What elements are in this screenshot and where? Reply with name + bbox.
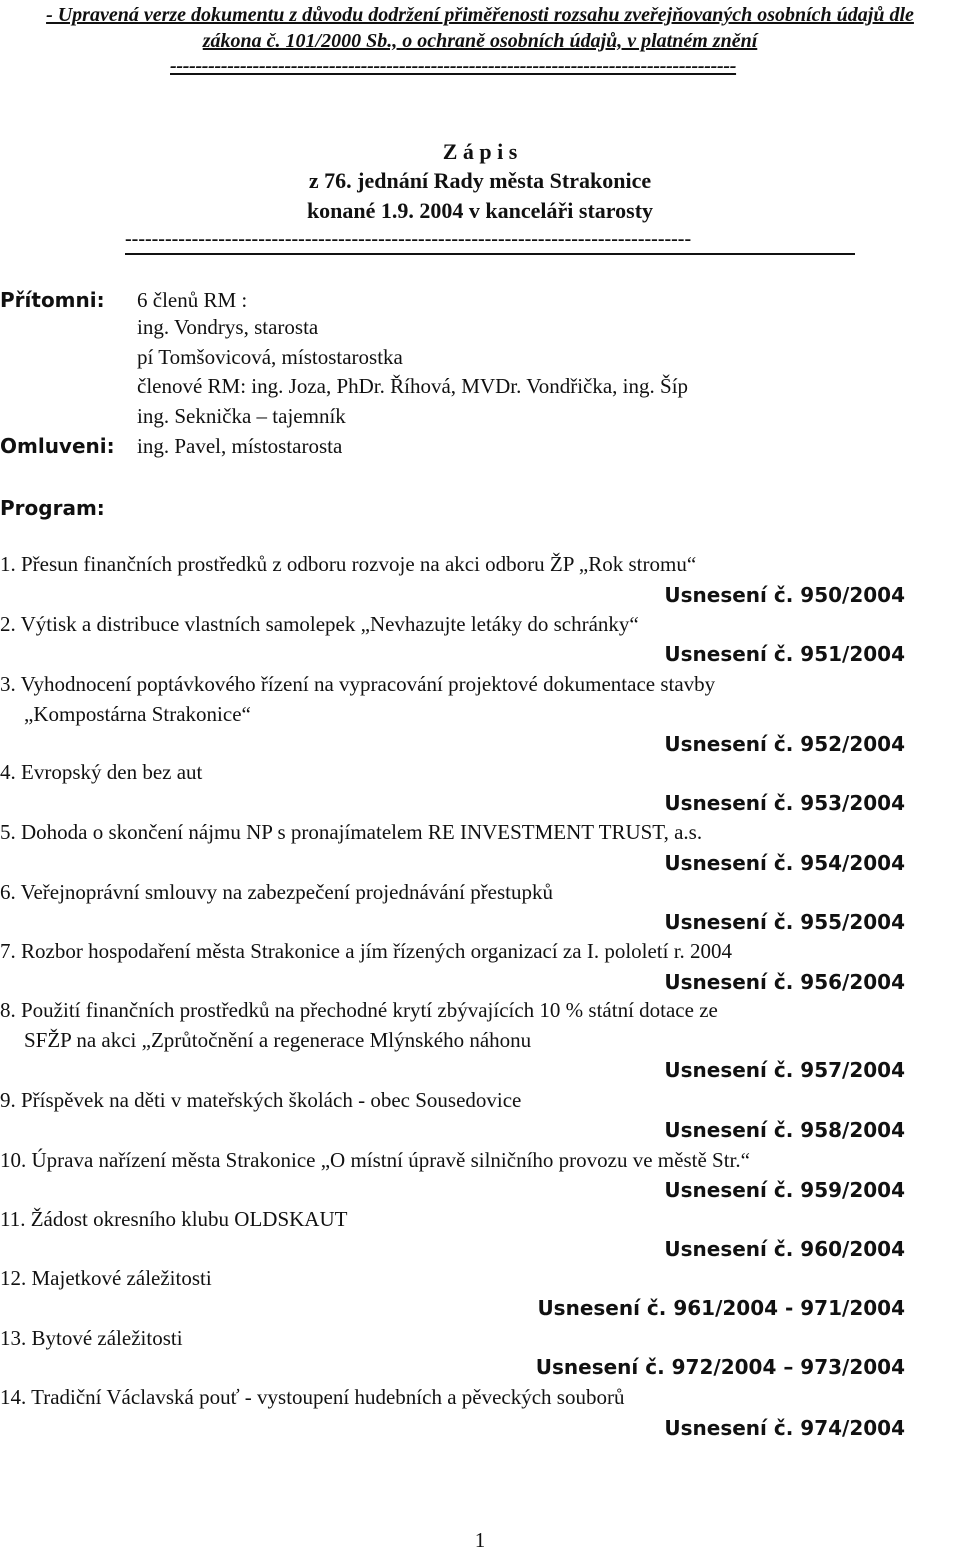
program-item: 9. Příspěvek na děti v mateřských školách - obec Sousedovice <box>0 1088 522 1112</box>
resolution-number: Usnesení č. 959/2004 <box>664 1178 905 1202</box>
program-item: 13. Bytové záležitosti <box>0 1326 183 1350</box>
resolution-number: Usnesení č. 957/2004 <box>664 1058 905 1082</box>
present-line: ing. Seknička – tajemník <box>137 404 346 428</box>
program-label: Program: <box>0 496 105 520</box>
resolution-number: Usnesení č. 958/2004 <box>664 1118 905 1142</box>
resolution-number: Usnesení č. 974/2004 <box>664 1416 905 1440</box>
program-item: 10. Úprava nařízení města Strakonice „O místní úpravě silničního provozu ve městě Str.“ <box>0 1148 750 1172</box>
notice-line-1: - Upravená verze dokumentu z důvodu dodržení přiměřenosti rozsahu zveřejňovaných osobních údajů dle <box>46 4 914 26</box>
program-item: 14. Tradiční Václavská pouť - vystoupení hudebních a pěveckých souborů <box>0 1385 625 1409</box>
resolution-number: Usnesení č. 952/2004 <box>664 732 905 756</box>
resolution-number: Usnesení č. 956/2004 <box>664 970 905 994</box>
program-item: 12. Majetkové záležitosti <box>0 1266 212 1290</box>
document-subtitle: z 76. jednání Rady města Strakonice <box>308 168 652 193</box>
present-line: ing. Vondrys, starosta <box>137 315 319 339</box>
excused-label: Omluveni: <box>0 434 115 458</box>
program-item-continuation: SFŽP na akci „Zprůtočnění a regenerace Mlýnského náhonu <box>24 1028 532 1052</box>
program-item: 8. Použití finančních prostředků na přechodné krytí zbývajících 10 % státní dotace ze <box>0 998 718 1022</box>
program-item: 6. Veřejnoprávní smlouvy na zabezpečení projednávání přestupků <box>0 880 554 904</box>
resolution-number: Usnesení č. 954/2004 <box>664 851 905 875</box>
present-line: 6 členů RM : <box>137 288 248 312</box>
program-item: 4. Evropský den bez aut <box>0 760 203 784</box>
resolution-number: Usnesení č. 972/2004 – 973/2004 <box>535 1355 905 1379</box>
program-item: 1. Přesun finančních prostředků z odboru rozvoje na akci odboru ŽP „Rok stromu“ <box>0 552 697 576</box>
excused-value: ing. Pavel, místostarosta <box>137 434 343 458</box>
resolution-number: Usnesení č. 953/2004 <box>664 791 905 815</box>
header-separator: ------------------------------------------------------------------------------------- <box>125 228 855 255</box>
program-item: 2. Výtisk a distribuce vlastních samolepek „Nevhazujte letáky do schránky“ <box>0 612 639 636</box>
notice-line-2: zákona č. 101/2000 Sb., o ochraně osobních údajů, v platném znění <box>202 30 758 52</box>
resolution-number: Usnesení č. 960/2004 <box>664 1237 905 1261</box>
program-item: 3. Vyhodnocení poptávkového řízení na vypracování projektové dokumentace stavby <box>0 672 716 696</box>
resolution-number: Usnesení č. 961/2004 - 971/2004 <box>537 1296 905 1320</box>
notice-separator: ----------------------------------------------------------------------------------------- <box>170 55 737 77</box>
meeting-date-line: konané 1.9. 2004 v kanceláři starosty <box>306 198 654 223</box>
resolution-number: Usnesení č. 950/2004 <box>664 583 905 607</box>
document-title: Z á p i s <box>442 139 518 164</box>
page-number: 1 <box>474 1528 486 1552</box>
program-item: 7. Rozbor hospodaření města Strakonice a jím řízených organizací za I. pololetí r. 2004 <box>0 939 733 963</box>
resolution-number: Usnesení č. 951/2004 <box>664 642 905 666</box>
present-line: členové RM: ing. Joza, PhDr. Říhová, MVDr. Vondřička, ing. Šíp <box>137 374 689 398</box>
program-item: 5. Dohoda o skončení nájmu NP s pronajímatelem RE INVESTMENT TRUST, a.s. <box>0 820 703 844</box>
program-item: 11. Žádost okresního klubu OLDSKAUT <box>0 1207 348 1231</box>
program-item-continuation: „Kompostárna Strakonice“ <box>24 702 251 726</box>
resolution-number: Usnesení č. 955/2004 <box>664 910 905 934</box>
present-line: pí Tomšovicová, místostarostka <box>137 345 403 369</box>
present-label: Přítomni: <box>0 288 105 312</box>
